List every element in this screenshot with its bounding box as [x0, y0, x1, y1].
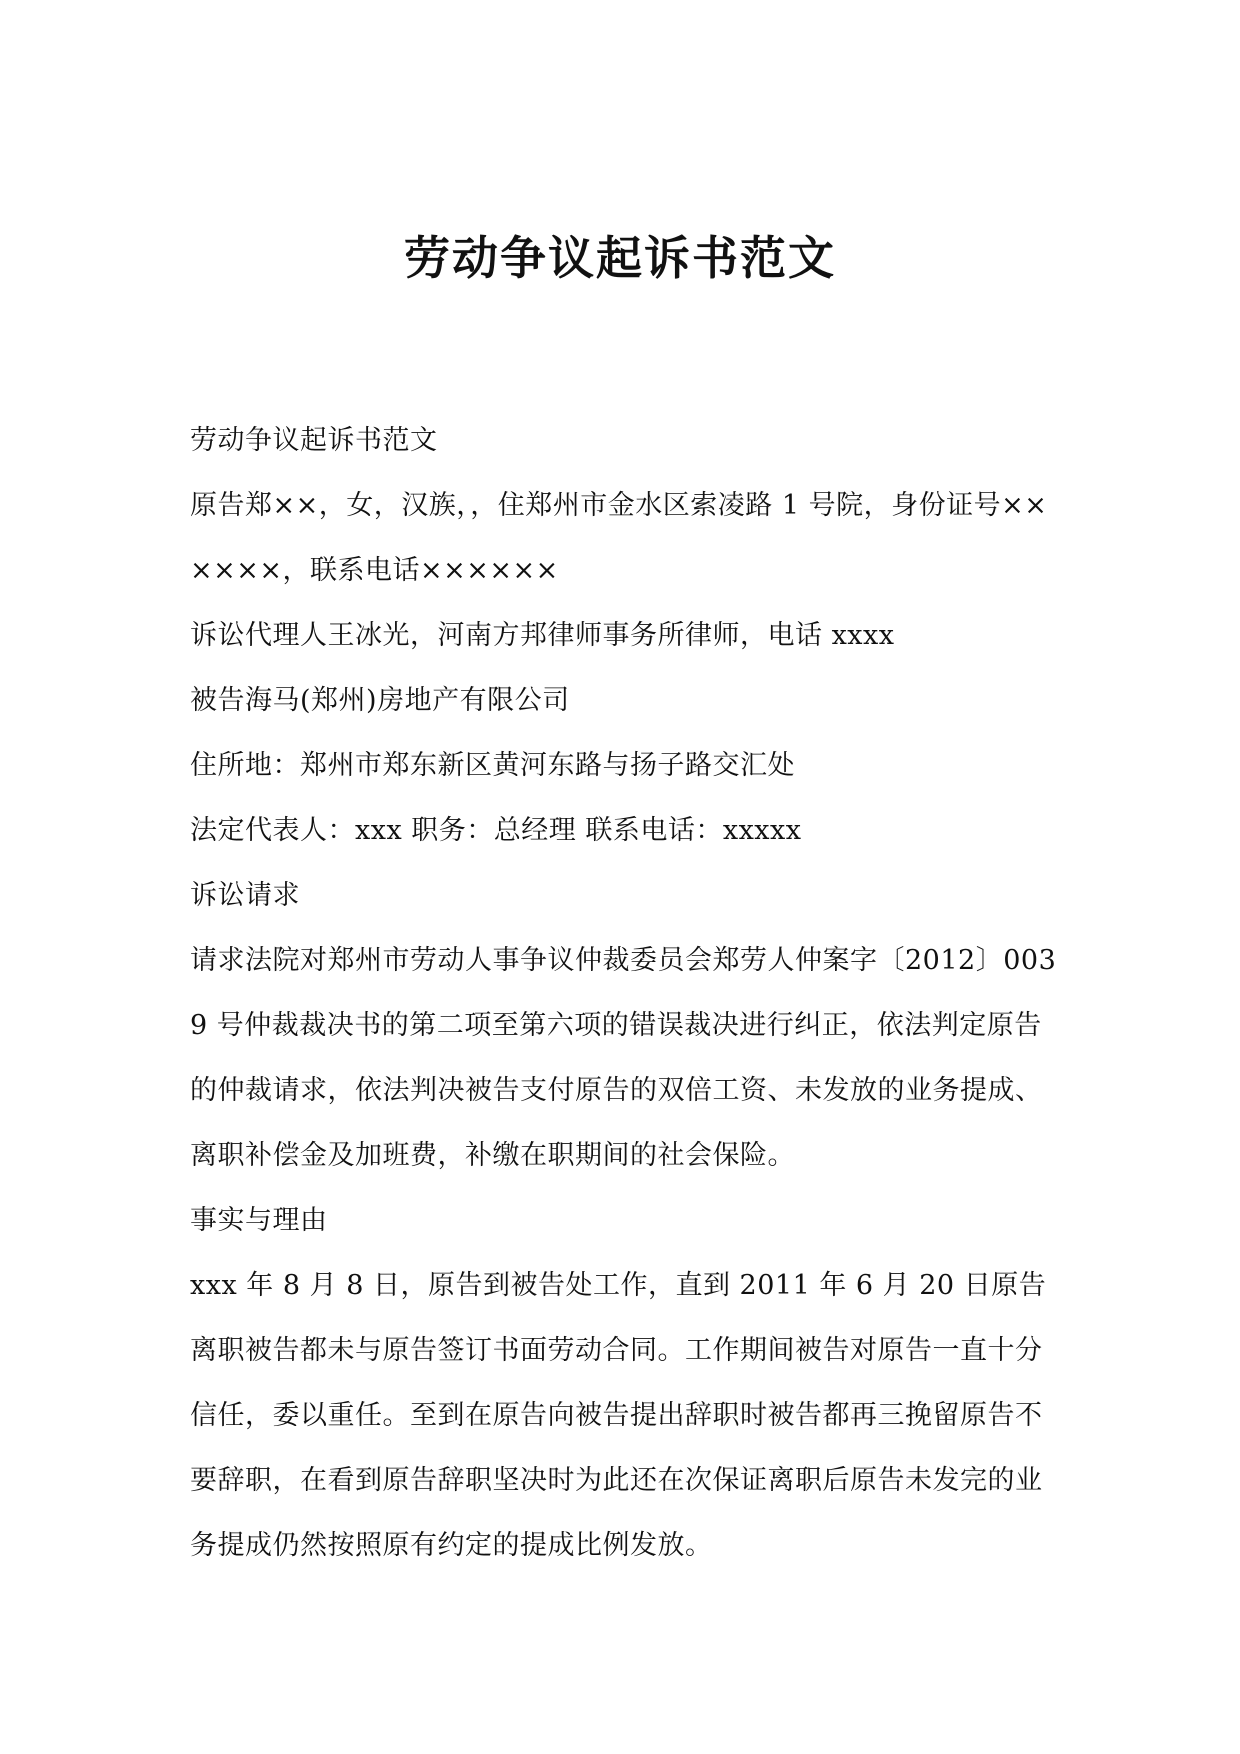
paragraph-agent: 诉讼代理人王冰光，河南方邦律师事务所律师，电话 xxxx: [190, 620, 895, 651]
paragraph-plaintiff: 原告郑××，女，汉族，，住郑州市金水区索凌路 1 号院，身份证号××××××，联系电话××××××: [190, 490, 1048, 586]
document-body: [190, 408, 1060, 1578]
paragraph-defendant: 被告海马(郑州)房地产有限公司: [190, 685, 570, 716]
paragraph-facts: xxx 年 8 月 8 日，原告到被告处工作，直到 2011 年 6 月 20 日原告离职被告都未与原告签订书面劳动合同。工作期间被告对原告一直十分信任，委以重任。至到在原告向被告提出辞职时被告都再三挽留原告不要辞职，在看到原告辞职坚决时为此还在次保证离职后原告未发完的业务提成仍然按照原有约定的提成比例发放。: [190, 1270, 1047, 1561]
section-facts-heading: 事实与理由: [190, 1205, 328, 1236]
paragraph-address: 住所地：郑州市郑东新区黄河东路与扬子路交汇处: [190, 750, 795, 781]
paragraph-heading: 劳动争议起诉书范文: [190, 425, 438, 456]
paragraph-representative: 法定代表人：xxx 职务：总经理 联系电话：xxxxx: [190, 815, 802, 846]
document-title: 劳动争议起诉书范文: [404, 231, 836, 285]
section-claims-heading: 诉讼请求: [190, 880, 300, 911]
paragraph-claims: 请求法院对郑州市劳动人事争议仲裁委员会郑劳人仲案字〔2012〕0039 号仲裁裁决书的第二项至第六项的错误裁决进行纠正，依法判定原告的仲裁请求，依法判决被告支付原告的双倍工资、未发放的业务提成、离职补偿金及加班费，补缴在职期间的社会保险。: [190, 945, 1057, 1171]
